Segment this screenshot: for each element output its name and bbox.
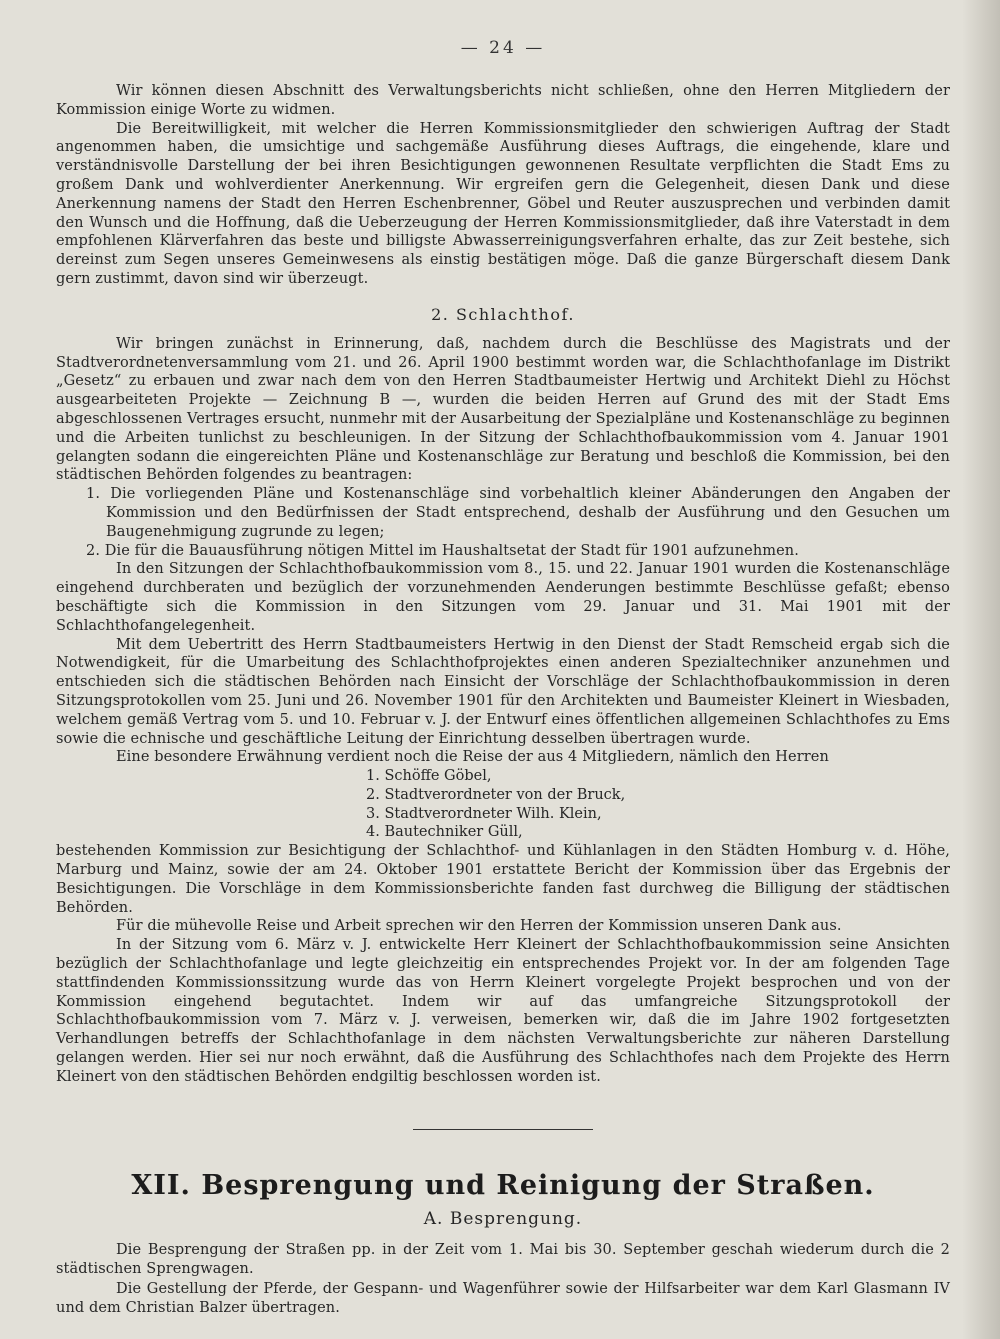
page-content — [56, 38, 950, 1319]
page-number: — 24 — — [460, 38, 546, 58]
commission-member-list — [56, 767, 950, 842]
schlachthof-paragraph-3: Mit dem Uebertritt des Herrn Stadtbaumeisters Hertwig in den Dienst der Stadt Remscheid ergab sich die Notwendigkeit, für die Umarbeitung des Schlachthofprojektes einen anderen Spezialtechniker anzunehmen und entschieden sich die städtischen Behörden nach Einsicht der Vorschläge der Schlachthofbaukommission in deren Sitzungsprotokollen vom 25. Juni und 26. November 1901 für den Architekten und Baumeister Kleinert in Wiesbaden, welchem gemäß Vertrag vom 5. und 10. Februar v. J. der Entwurf eines öffentlichen allgemeinen Schlachthofes zu Ems sowie die echnische und geschäftliche Leitung der Einrichtung desselben übertragen wurde. — [56, 636, 950, 747]
schlachthof-paragraph-5: bestehenden Kommission zur Besichtigung der Schlachthof- und Kühlanlagen in den Städten Homburg v. d. Höhe, Marburg und Mainz, sowie der am 24. Oktober 1901 erstattete Bericht der Kommission über das Ergebnis der Besichtigungen. Die Vorschläge in dem Kommissionsberichte fanden fast durchweg die Billigung der städtischen Behörden. — [56, 843, 950, 916]
section-divider — [413, 1129, 593, 1130]
besprengung-paragraph-1: Die Besprengung der Straßen pp. in der Zeit vom 1. Mai bis 30. September geschah wiederum durch die 2 städtischen Sprengwagen. — [56, 1241, 950, 1278]
besprengung-paragraph-2: Die Gestellung der Pferde, der Gespann- und Wagenführer sowie der Hilfsarbeiter war dem Karl Glasmann IV und dem Christian Balzer übertragen. — [56, 1280, 950, 1317]
chapter-title: XII. Besprengung und Reinigung der Straßen. — [131, 1169, 875, 1201]
intro-paragraph-2: Die Bereitwilligkeit, mit welcher die Herren Kommissionsmitglieder den schwierigen Auftrag der Stadt angenommen haben, die umsichtige und sachgemäße Ausführung dieses Auftrags, die eingehende, klare und verständnisvolle Darstellung der bei ihren Besichtigungen gewonnenen Resultate verpflichten die Stadt Ems zu großem Dank und wohlverdienter Anerkennung. Wir ergreifen gern die Gelegenheit, diesen Dank und diese Anerkennung namens der Stadt den Herren Eschenbrenner, Göbel und Reuter auszusprechen und verbinden damit den Wunsch und die Hoffnung, daß die Ueberzeugung der Herren Kommissionsmitglieder, daß ihre Vaterstadt in dem empfohlenen Klärverfahren das beste und billigste Abwasserreinigungsverfahren erhalte, das zur Zeit bestehe, sich dereinst zum Segen unseres Gemeinwesens als einstig bestätigen möge. Daß die ganze Bürgerschaft diesem Dank gern zustimmt, davon sind wir überzeugt. — [56, 120, 950, 287]
page-edge-shadow — [962, 0, 1000, 1339]
proposal-item-1: 1. Die vorliegenden Pläne und Kostenanschläge sind vorbehaltlich kleiner Abänderungen den Angaben der Kommission und den Bedürfnissen der Stadt entsprechend, deshalb der Ausführung und den Gesuchen um Baugenehmigung zugrunde zu legen; — [86, 486, 950, 540]
schlachthof-paragraph-2: In den Sitzungen der Schlachthofbaukommission vom 8., 15. und 22. Januar 1901 wurden die Kostenanschläge eingehend durchberaten und bezüglich der vorzunehmenden Aenderungen bestimmte Beschlüsse gefaßt; ebenso beschäftigte sich die Kommission in den Sitzungen vom 29. Januar und 31. Mai 1901 mit der Schlachthofangelegenheit. — [56, 561, 950, 634]
subsection-title: A. Besprengung. — [423, 1208, 583, 1229]
proposal-item-2: 2. Die für die Bauausführung nötigen Mittel im Haushaltsetat der Stadt für 1901 aufzunehmen. — [86, 542, 799, 559]
schlachthof-paragraph-6: Für die mühevolle Reise und Arbeit sprechen wir den Herren der Kommission unseren Dank aus. — [116, 918, 842, 935]
intro-paragraph-1: Wir können diesen Abschnitt des Verwaltungsberichts nicht schließen, ohne den Herren Mitgliedern der Kommission einige Worte zu widmen. — [56, 83, 950, 118]
besprengung-block — [56, 1241, 950, 1319]
schlachthof-paragraph-1: Wir bringen zunächst in Erinnerung, daß, nachdem durch die Beschlüsse des Magistrats und der Stadtverordnetenversammlung vom 21. und 26. April 1900 bestimmt worden war, die Schlachthofanlage im Distrikt „Gesetz“ zu erbauen und zwar nach dem von den Herren Stadtbaumeister Hertwig und Architekt Diehl zu Höchst ausgearbeiteten Projekte — Zeichnung B —, wurden die beiden Herren auf Grund des mit der Stadt Ems abgeschlossenen Vertrages ersucht, nunmehr mit der Ausarbeitung der Spezialpläne und Kostenanschläge zu beginnen und die Arbeiten tunlichst zu beschleunigen. In der Sitzung der Schlachthofbaukommission vom 4. Januar 1901 gelangten sodann die eingereichten Pläne und Kostenanschläge zur Beratung und beschloß die Kommission, bei den städtischen Behörden folgendes zu beantragen: — [56, 335, 950, 484]
schlachthof-paragraph-4: Eine besondere Erwähnung verdient noch die Reise der aus 4 Mitgliedern, nämlich den Herren — [116, 749, 829, 766]
commission-member: 2. Stadtverordneter von der Bruck, — [366, 786, 626, 803]
schlachthof-paragraph-7: In der Sitzung vom 6. März v. J. entwickelte Herr Kleinert der Schlachthofbaukommission seine Ansichten bezüglich der Schlachthofanlage und legte gleichzeitig ein entsprechendes Projekt vor. In der am folgenden Tage stattfindenden Kommissionssitzung wurde das von Herrn Kleinert vorgelegte Projekt besprochen und von der Kommission eingehend begutachtet. Indem wir auf das umfangreiche Sitzungsprotokoll der Schlachthofbaukommission vom 7. März v. J. verweisen, bemerken wir, daß die im Jahre 1902 fortgesetzten Verhandlungen betreffs der Schlachthofanlage in dem nächsten Verwaltungsberichte zur näheren Darstellung gelangen werden. Hier sei nur noch erwähnt, daß die Ausführung des Schlachthofes nach dem Projekte des Herrn Kleinert von den städtischen Behörden endgiltig beschlossen worden ist. — [56, 937, 950, 1085]
section-title-schlachthof: 2. Schlachthof. — [431, 304, 575, 324]
commission-member: 3. Stadtverordneter Wilh. Klein, — [366, 805, 602, 822]
commission-member: 1. Schöffe Göbel, — [366, 768, 492, 785]
commission-member: 4. Bautechniker Güll, — [366, 824, 523, 841]
